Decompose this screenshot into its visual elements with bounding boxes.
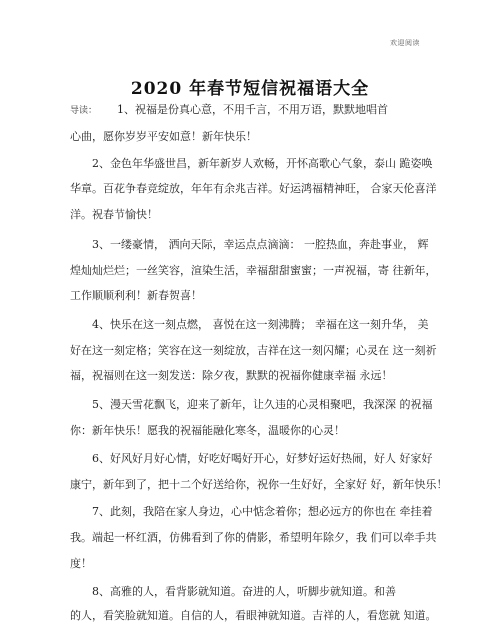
header-note: 欢迎阅读 [390,39,420,47]
paragraph-7-line-2: 我。端起一杯红酒，仿佛看到了你的倩影，希望明年除夕，我 们可以牵手共 [70,531,437,544]
paragraph-5-line-2: 你：新年快乐！愿我的祝福能融化寒冬，温暖你的心灵！ [70,424,345,437]
paragraph-6-line-1: 6、好风好月好心情，好吃好喝好开心，好梦好运好热闹，好人 好家好 [92,452,433,465]
paragraph-2-line-1: 2、金色年华盛世昌，新年新岁人欢畅，开怀高歌心气象，泰山 跪姿唤 [92,157,433,170]
page-title: 2020 年春节短信祝福语大全 [130,79,370,99]
paragraph-2-line-2: 华章。百花争春竞绽放，年年有余兆吉祥。好运鸿福精神旺， 合家天伦喜洋 [70,182,437,195]
paragraph-3-line-2: 煌灿灿烂烂；一丝笑容，渲染生活，幸福甜甜蜜蜜；一声祝福，寄 往新年， [70,264,437,277]
paragraph-7-line-1: 7、此刻，我陪在家人身边，心中惦念着你；想必远方的你也在 牵挂着 [92,505,433,518]
paragraph-5-line-1: 5、漫天雪花飘飞，迎来了新年，让久违的心灵相聚吧，我深深 的祝福 [92,398,433,411]
intro-label: 导读： [70,106,98,116]
intro-line-2: 心曲，愿你岁岁平安如意！新年快乐！ [70,130,257,143]
paragraph-4-line-3: 福，祝福则在这一刻发送：除夕夜，默默的祝福你健康幸福 永远！ [70,369,393,382]
intro-line-1 [70,103,440,118]
paragraph-8-line-2: 的人，看笑脸就知道。自信的人，看眼神就知道。吉祥的人，看您就 知道。 [70,609,437,622]
paragraph-3-line-3: 工作顺顺利利！新春贺喜！ [70,289,202,302]
paragraph-3-line-1: 3、一缕豪情， 洒向天际，幸运点点滴滴： 一腔热血，奔赴事业， 辉 [92,238,429,251]
paragraph-6-line-2: 康宁，新年到了，把十二个好送给你，祝你一生好好，全家好 好，新年快乐！ [70,478,448,491]
paragraph-8-line-1: 8、高雅的人，看背影就知道。奋进的人，听脚步就知道。和善 [92,585,396,598]
paragraph-2-line-3: 洋。祝春节愉快！ [70,208,158,221]
paragraph-7-line-3: 度！ [70,557,92,570]
intro-text-1: 1、祝福是份真心意，不用千言，不用万语，默默地唱首 [117,103,389,116]
paragraph-4-line-2: 好在这一刻定格；笑容在这一刻绽放，吉祥在这一刻闪耀；心灵在 这一刻祈 [70,344,437,357]
paragraph-4-line-1: 4、快乐在这一刻点燃， 喜悦在这一刻沸腾； 幸福在这一刻升华， 美 [92,318,429,331]
